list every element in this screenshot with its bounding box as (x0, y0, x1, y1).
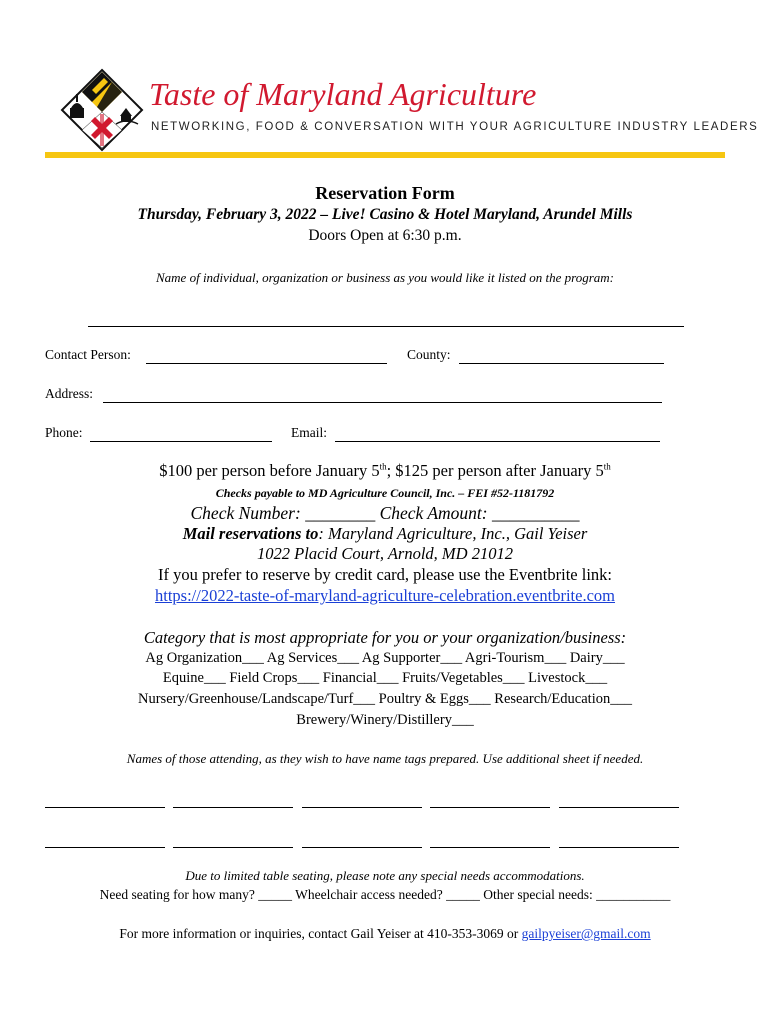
attendee-name-field[interactable] (430, 797, 550, 808)
attendee-name-field[interactable] (173, 797, 293, 808)
phone-label: Phone: (45, 425, 83, 440)
listing-prompt: Name of individual, organization or business as you would like it listed on the program: (156, 270, 614, 285)
attendee-name-field[interactable] (45, 837, 165, 848)
contact-person-field[interactable] (146, 349, 387, 364)
form-title: Reservation Form (315, 183, 455, 203)
email-field[interactable] (335, 427, 660, 442)
price-after-suffix: th (603, 461, 611, 472)
category-line[interactable]: Brewery/Winery/Distillery___ (296, 712, 474, 728)
attendee-name-field[interactable] (45, 797, 165, 808)
header-divider (45, 152, 725, 158)
event-details: Thursday, February 3, 2022 – Live! Casino & Hotel Maryland, Arundel Mills (137, 206, 633, 223)
credit-card-note: If you prefer to reserve by credit card, please use the Eventbrite link: (157, 565, 613, 584)
mail-reservations (0, 524, 770, 544)
price-after: ; $125 per person after January 5 (386, 461, 604, 480)
seating-questions[interactable]: Need seating for how many? _____ Wheelchair access needed? _____ Other special needs: ___________ (99, 887, 671, 902)
attendee-name-field[interactable] (302, 837, 422, 848)
category-line[interactable]: Ag Organization___ Ag Services___ Ag Supporter___ Agri-Tourism___ Dairy___ (145, 650, 625, 666)
category-title: Category that is most appropriate for you or your organization/business: (143, 628, 627, 647)
listing-name-field[interactable] (88, 312, 684, 327)
address-field[interactable] (103, 388, 662, 403)
contact-info (0, 926, 770, 942)
special-needs-note: Due to limited table seating, please note any special needs accommodations. (185, 868, 585, 883)
attendee-name-field[interactable] (302, 797, 422, 808)
mail-address: 1022 Placid Court, Arnold, MD 21012 (257, 544, 513, 563)
price-before-suffix: th (379, 461, 387, 472)
check-info[interactable]: Check Number: ________ Check Amount: __________ (190, 503, 580, 523)
brand-tagline: NETWORKING, FOOD & CONVERSATION WITH YOUR AGRICULTURE INDUSTRY LEADERS (151, 121, 759, 133)
attendee-name-field[interactable] (430, 837, 550, 848)
attendees-prompt: Names of those attending, as they wish to have name tags prepared. Use additional sheet if needed. (126, 751, 644, 766)
brand-title: Taste of Maryland Agriculture (149, 76, 537, 112)
attendee-name-field[interactable] (173, 837, 293, 848)
contact-person-label: Contact Person: (45, 347, 131, 362)
contact-email-link[interactable]: gailpyeiser@gmail.com (521, 926, 651, 941)
price-info (0, 461, 770, 481)
price-before: $100 per person before January 5 (159, 461, 380, 480)
county-label: County: (407, 347, 451, 362)
phone-field[interactable] (90, 427, 272, 442)
attendee-name-field[interactable] (559, 797, 679, 808)
attendee-name-field[interactable] (559, 837, 679, 848)
maryland-flag-logo (60, 68, 144, 152)
checks-payable: Checks payable to MD Agriculture Council, Inc. – FEI #52-1181792 (215, 486, 555, 500)
doors-open: Doors Open at 6:30 p.m. (308, 227, 462, 244)
category-line[interactable]: Equine___ Field Crops___ Financial___ Fruits/Vegetables___ Livestock___ (162, 670, 608, 686)
eventbrite-link[interactable]: https://2022-taste-of-maryland-agriculture-celebration.eventbrite.com (155, 586, 615, 605)
mail-label: Mail reservations to (182, 524, 319, 543)
county-field[interactable] (459, 349, 664, 364)
email-label: Email: (291, 425, 327, 440)
category-line[interactable]: Nursery/Greenhouse/Landscape/Turf___ Poultry & Eggs___ Research/Education___ (138, 691, 632, 707)
mail-recipient: : Maryland Agriculture, Inc., Gail Yeiser (318, 524, 588, 543)
contact-text: For more information or inquiries, contact Gail Yeiser at 410-353-3069 or (119, 926, 522, 941)
address-label: Address: (45, 386, 93, 401)
